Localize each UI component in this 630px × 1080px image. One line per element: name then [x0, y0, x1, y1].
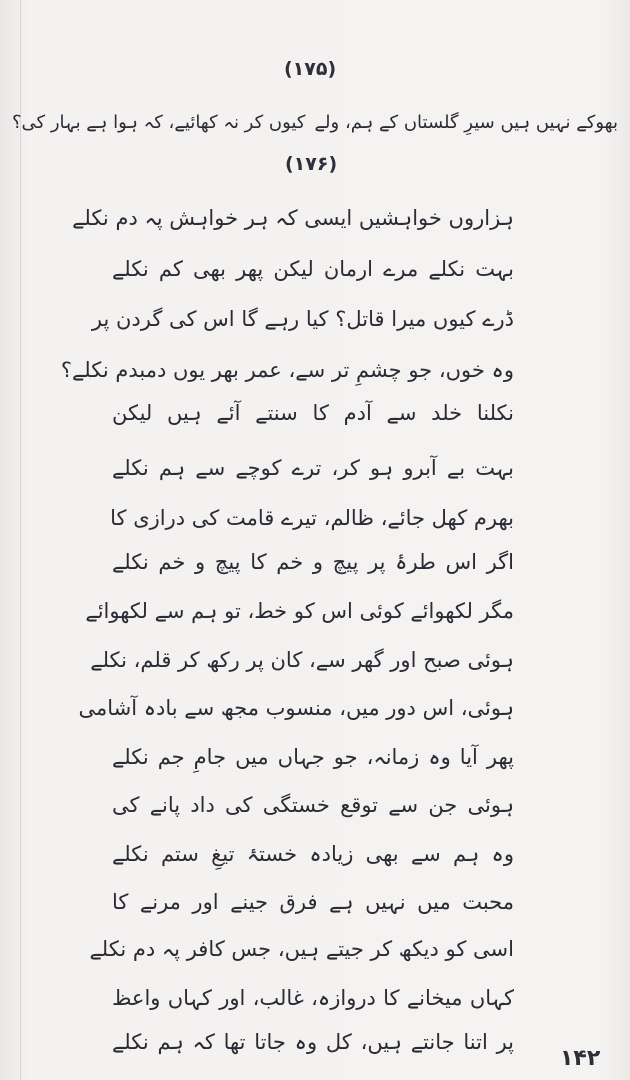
verse-first-hemistich: بھوکے نہیں ہیں سیرِ گلستاں کے ہم، ولے: [314, 112, 618, 133]
verse-line: محبت میں نہیں ہے فرق جینے اور مرنے کا: [112, 890, 514, 914]
verse-line: کہاں میخانے کا دروازہ، غالب، اور کہاں واعظ: [112, 986, 514, 1010]
verse-line: اسی کو دیکھ کر جیتے ہیں، جس کافر پہ دم نکلے: [89, 937, 514, 961]
ghazal-number-176: (۱۷۶): [285, 153, 338, 175]
verse-line: پر اتنا جانتے ہیں، کل وہ جاتا تھا کہ ہم نکلے: [112, 1030, 514, 1054]
ghazal-number-175: (۱۷۵): [284, 58, 337, 80]
verse-line: بہت نکلے مرے ارمان لیکن پھر بھی کم نکلے: [112, 257, 514, 281]
verse-line: وہ خوں، جو چشمِ تر سے، عمر بھر یوں دمبدم نکلے؟: [60, 358, 514, 382]
verse-second-hemistich: کیوں کر نہ کھائیے، کہ ہوا ہے بہار کی؟: [12, 112, 306, 133]
verse-line: ہزاروں خواہشیں ایسی کہ ہر خواہش پہ دم نکلے: [72, 206, 514, 230]
ghazal-176-body: [60, 0, 514, 1080]
verse-line: نکلنا خلد سے آدم کا سنتے آئے ہیں لیکن: [112, 401, 514, 425]
verse-line: مگر لکھوائے کوئی اس کو خط، تو ہم سے لکھوائے: [85, 599, 514, 623]
verse-line: ہوئی، اس دور میں، منسوب مجھ سے بادہ آشامی: [78, 696, 514, 720]
verse-line: ہوئی صبح اور گھر سے، کان پر رکھ کر قلم، نکلے: [90, 648, 514, 672]
verse-line: بہت بے آبرو ہو کر، ترے کوچے سے ہم نکلے: [112, 456, 514, 480]
page-margin-line: [20, 0, 21, 1080]
verse-line: بھرم کھل جائے، ظالم، تیرے قامت کی درازی کا: [110, 506, 514, 530]
page-number: ۱۴۲: [560, 1046, 601, 1071]
verse-line: وہ ہم سے بھی زیادہ خستۂ تیغِ ستم نکلے: [112, 842, 514, 866]
verse-line: ہوئی جن سے توقع خستگی کی داد پانے کی: [112, 793, 514, 817]
verse-line: ڈرے کیوں میرا قاتل؟ کیا رہے گا اس کی گردن پر: [91, 307, 514, 331]
verse-line: پھر آیا وہ زمانہ، جو جہاں میں جامِ جم نکلے: [112, 745, 514, 769]
verse-line: اگر اس طرۂ پر پیچ و خم کا پیچ و خم نکلے: [112, 550, 514, 574]
